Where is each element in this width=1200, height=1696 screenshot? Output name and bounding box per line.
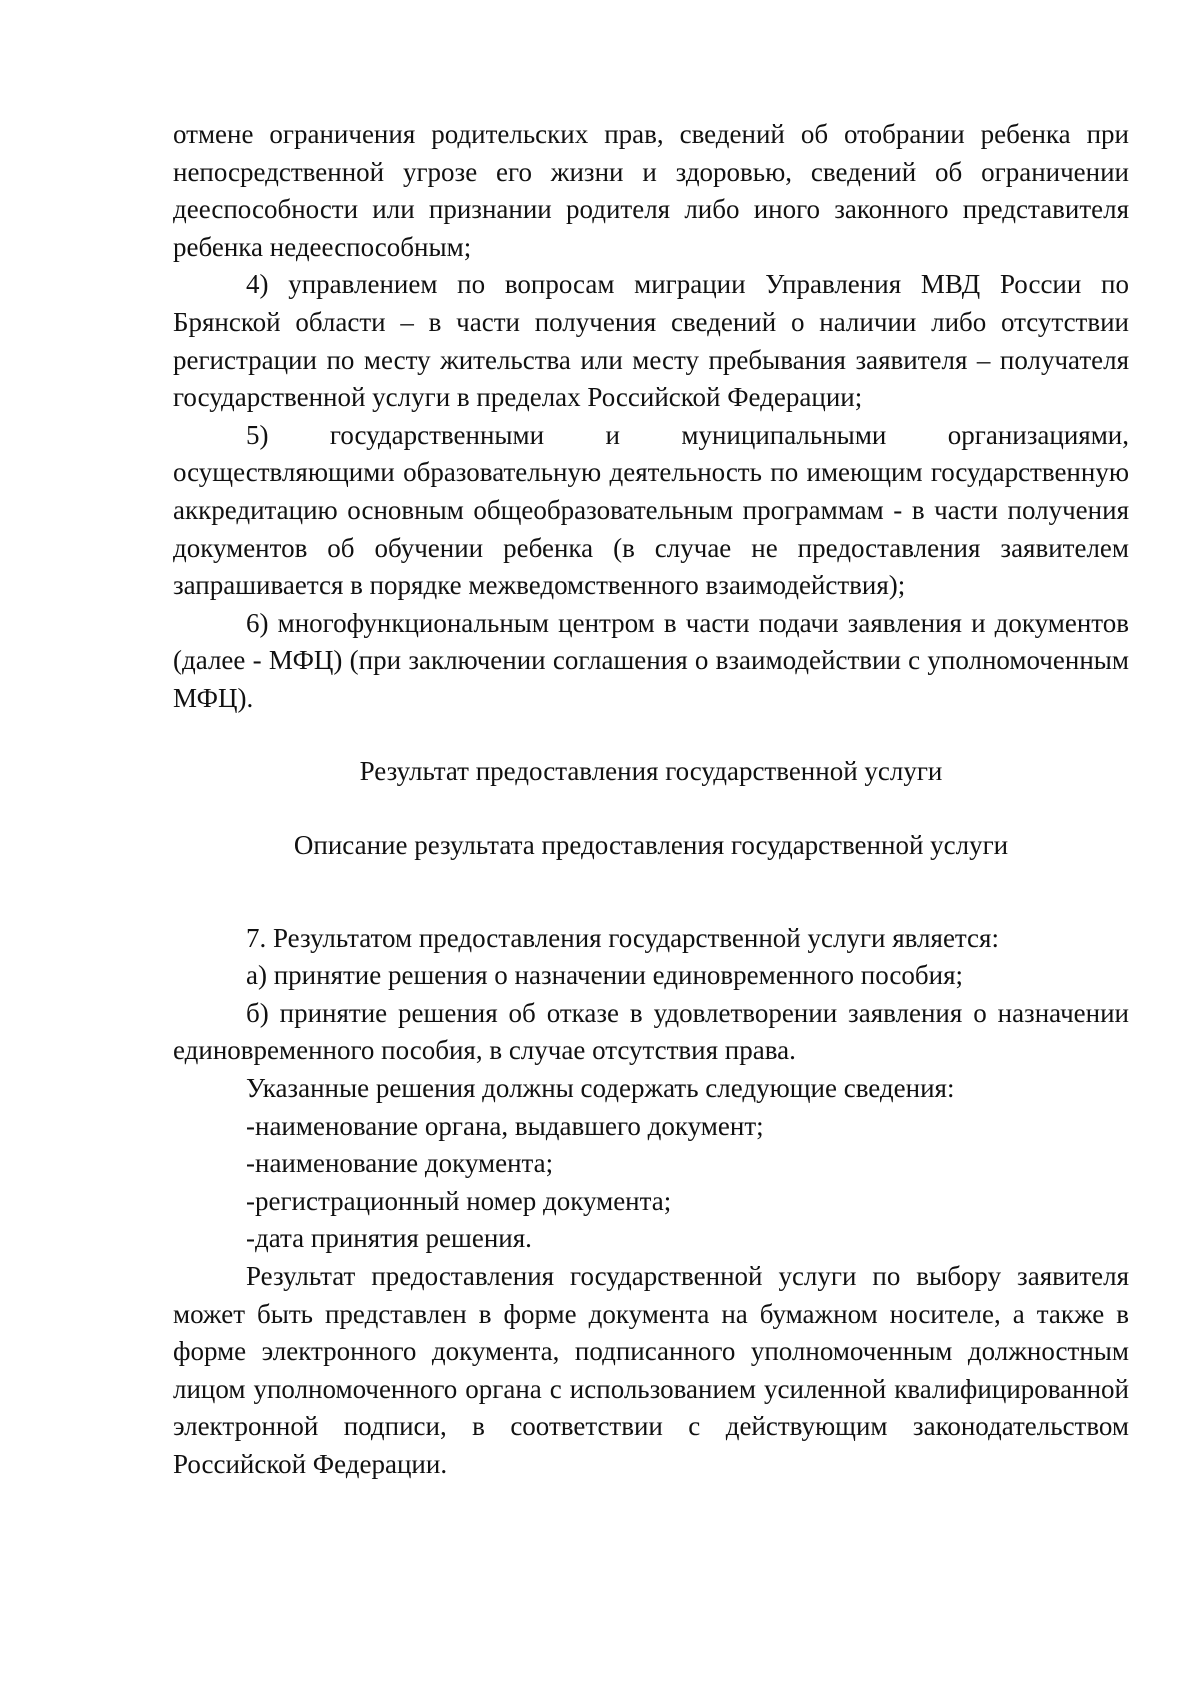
paragraph-item-a: а) принятие решения о назначении единовременного пособия; bbox=[246, 960, 963, 991]
spacer bbox=[173, 865, 1129, 920]
paragraph-item-7: 7. Результатом предоставления государственной услуги является: bbox=[246, 922, 999, 953]
spacer bbox=[173, 790, 1129, 827]
list-item: -наименование органа, выдавшего документ; bbox=[246, 1110, 764, 1141]
subsection-heading: Описание результата предоставления государственной услуги bbox=[293, 830, 1009, 861]
list-item: -наименование документа; bbox=[246, 1148, 554, 1179]
paragraph-continuation: отмене ограничения родительских прав, сведений об отобрании ребенка при непосредственной угрозе его жизни и здоровью, сведений об ограничении дееспособности или признании родителя либо иного законного представителя ребенка недееспособным; bbox=[173, 119, 1129, 262]
spacer bbox=[173, 718, 1129, 753]
list-item: -регистрационный номер документа; bbox=[246, 1185, 672, 1216]
list-item: -дата принятия решения. bbox=[246, 1223, 532, 1254]
document-page bbox=[173, 116, 1129, 1484]
paragraph-item-b: б) принятие решения об отказе в удовлетворении заявления о назначении единовременного пособия, в случае отсутствия права. bbox=[173, 997, 1129, 1066]
paragraph-decisions-intro: Указанные решения должны содержать следующие сведения: bbox=[246, 1073, 955, 1104]
paragraph-item-6: 6) многофункциональным центром в части подачи заявления и документов (далее - МФЦ) (при заключении соглашения о взаимодействии с уполномоченным МФЦ). bbox=[173, 607, 1129, 713]
section-heading: Результат предоставления государственной услуги bbox=[359, 755, 943, 786]
paragraph-item-4: 4) управлением по вопросам миграции Управления МВД России по Брянской области – в части получения сведений о наличии либо отсутствии регистрации по месту жительства или месту пребывания заявителя – получателя государственной услуги в пределах Российской Федерации; bbox=[173, 269, 1129, 413]
paragraph-item-5: 5) государственными и муниципальными организациями, осуществляющими образовательную деятельность по имеющим государственную аккредитацию основным общеобразовательным программам - в части получения документов об обучении ребенка (в случае не предоставления заявителем запрашивается в порядке межведомственного взаимодействия); bbox=[173, 419, 1129, 601]
paragraph-result-form: Результат предоставления государственной услуги по выбору заявителя может быть представлен в форме документа на бумажном носителе, а также в форме электронного документа, подписанного уполномоченным должностным лицом уполномоченного органа с использованием усиленной квалифицированной электронной подписи, в соответствии с действующим законодательством Российской Федерации. bbox=[173, 1261, 1129, 1479]
